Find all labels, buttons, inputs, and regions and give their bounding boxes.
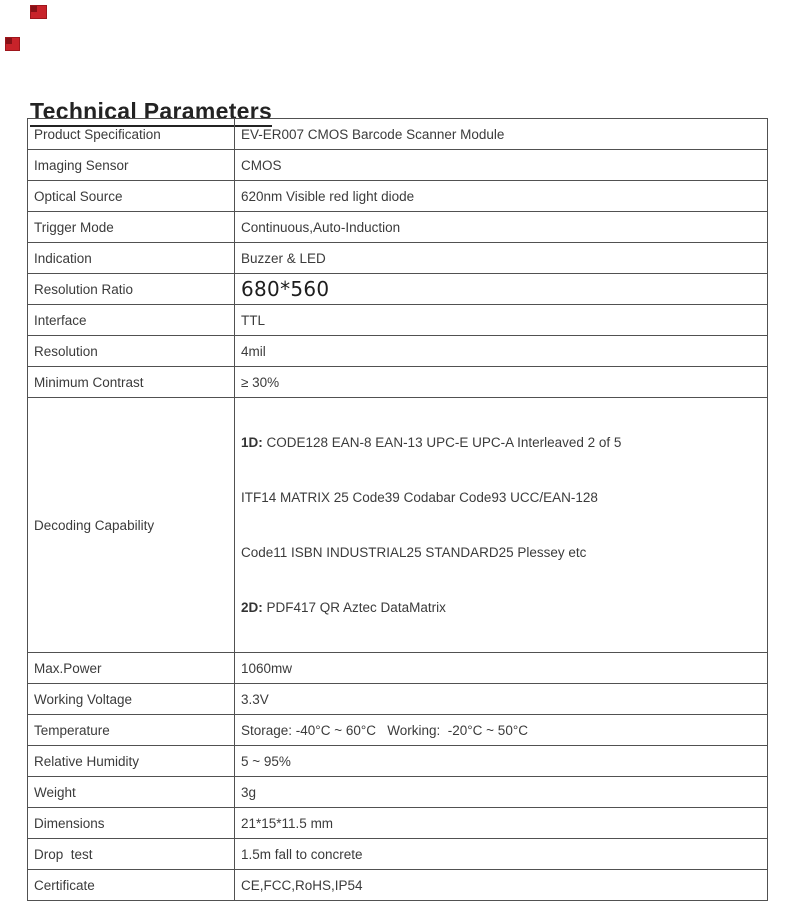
row-label: Minimum Contrast bbox=[28, 367, 235, 398]
row-label: Resolution Ratio bbox=[28, 274, 235, 305]
row-value: CMOS bbox=[235, 150, 768, 181]
table-row bbox=[28, 181, 768, 212]
row-value: 620nm Visible red light diode bbox=[235, 181, 768, 212]
row-label: Dimensions bbox=[28, 808, 235, 839]
page-title: Technical Parameters bbox=[30, 99, 272, 127]
row-value: Storage: -40°C ~ 60°C Working: -20°C ~ 50°C bbox=[235, 715, 768, 746]
decoding-2d-prefix: 2D: bbox=[241, 600, 263, 615]
broken-image-icon bbox=[5, 37, 20, 51]
table-row bbox=[28, 367, 768, 398]
decoding-1d-text: CODE128 EAN-8 EAN-13 UPC-E UPC-A Interleaved 2 of 5 bbox=[262, 435, 622, 450]
row-label: Temperature bbox=[28, 715, 235, 746]
row-label: Optical Source bbox=[28, 181, 235, 212]
broken-image-corner-mark bbox=[6, 38, 12, 44]
table-row bbox=[28, 119, 768, 150]
table-row bbox=[28, 274, 768, 305]
row-label: Resolution bbox=[28, 336, 235, 367]
row-value: TTL bbox=[235, 305, 768, 336]
row-value-emphasized: 680*560 bbox=[235, 274, 768, 305]
row-value: Continuous,Auto-Induction bbox=[235, 212, 768, 243]
row-label: Trigger Mode bbox=[28, 212, 235, 243]
row-label: Interface bbox=[28, 305, 235, 336]
row-value: Buzzer & LED bbox=[235, 243, 768, 274]
table-row bbox=[28, 150, 768, 181]
decoding-line-2 bbox=[241, 485, 761, 510]
decoding-line-2d bbox=[241, 595, 761, 620]
decoding-1d-prefix: 1D: bbox=[241, 435, 263, 450]
row-value: 21*15*11.5 mm bbox=[235, 808, 768, 839]
technical-parameters-table bbox=[27, 118, 768, 901]
row-value: 5 ~ 95% bbox=[235, 746, 768, 777]
row-value: CE,FCC,RoHS,IP54 bbox=[235, 870, 768, 901]
decoding-line3-text: Code11 ISBN INDUSTRIAL25 STANDARD25 Plessey etc bbox=[241, 545, 587, 560]
row-label: Working Voltage bbox=[28, 684, 235, 715]
row-value: 1.5m fall to concrete bbox=[235, 839, 768, 870]
row-value: 3g bbox=[235, 777, 768, 808]
broken-image-icon bbox=[30, 5, 47, 19]
row-value: ≥ 30% bbox=[235, 367, 768, 398]
table-row bbox=[28, 839, 768, 870]
row-value: 1060mw bbox=[235, 653, 768, 684]
table-row bbox=[28, 808, 768, 839]
table-row-decoding-capability bbox=[28, 398, 768, 653]
table-row bbox=[28, 746, 768, 777]
row-value-decoding bbox=[235, 398, 768, 653]
table-row bbox=[28, 305, 768, 336]
table-row bbox=[28, 653, 768, 684]
row-label: Decoding Capability bbox=[28, 398, 235, 653]
table-row bbox=[28, 715, 768, 746]
row-label: Imaging Sensor bbox=[28, 150, 235, 181]
table-row bbox=[28, 870, 768, 901]
row-value: 4mil bbox=[235, 336, 768, 367]
row-label: Weight bbox=[28, 777, 235, 808]
decoding-2d-text: PDF417 QR Aztec DataMatrix bbox=[262, 600, 446, 615]
decoding-line2-text: ITF14 MATRIX 25 Code39 Codabar Code93 UCC/EAN-128 bbox=[241, 490, 598, 505]
table-row bbox=[28, 212, 768, 243]
row-value: 3.3V bbox=[235, 684, 768, 715]
table-row bbox=[28, 684, 768, 715]
row-label: Certificate bbox=[28, 870, 235, 901]
row-label: Indication bbox=[28, 243, 235, 274]
table-row bbox=[28, 243, 768, 274]
row-label: Max.Power bbox=[28, 653, 235, 684]
broken-image-corner-mark bbox=[31, 6, 37, 12]
row-value: EV-ER007 CMOS Barcode Scanner Module bbox=[235, 119, 768, 150]
table-row bbox=[28, 777, 768, 808]
decoding-line-3 bbox=[241, 540, 761, 565]
row-label: Relative Humidity bbox=[28, 746, 235, 777]
table-row bbox=[28, 336, 768, 367]
decoding-line-1d bbox=[241, 430, 761, 455]
row-label: Drop test bbox=[28, 839, 235, 870]
row-label: Product Specification bbox=[28, 119, 235, 150]
